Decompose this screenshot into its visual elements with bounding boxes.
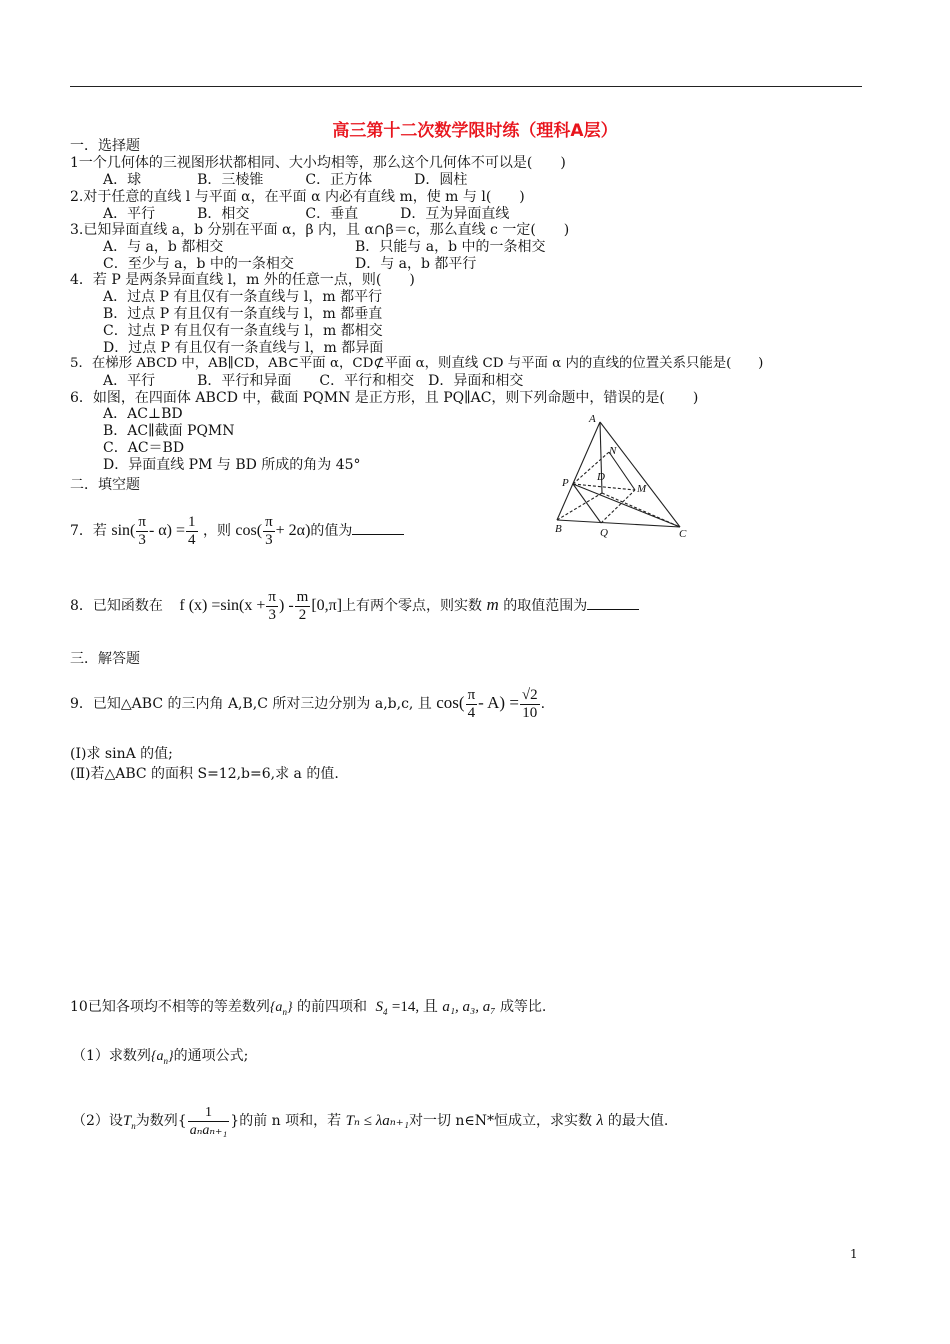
q9-part1: (Ⅰ)求 sinA 的值; [70, 746, 173, 762]
figure-label-n: N [609, 445, 617, 457]
q2-options: A．平行 B．相交 C．垂直 D．互为异面直线 [103, 206, 510, 222]
q9-frac-sqrt2-10: $\frac{√2}{10}$ [521, 686, 538, 721]
q9-frac-pi4: $\frac{\pi}{4}$ [467, 686, 476, 721]
q4-option-c: C．过点 P 有且仅有一条直线与 l，m 都相交 [103, 323, 383, 339]
q7-frac-pi3-b: $\frac{\pi}{3}$ [265, 513, 273, 548]
q7-cos: cos( [235, 522, 263, 539]
q6-option-b: B．AC∥截面 PQMN [103, 423, 235, 439]
q6-option-d: D．异面直线 PM 与 BD 所成的角为 45° [103, 457, 361, 473]
q4-option-b: B．过点 P 有且仅有一条直线与 l，m 都垂直 [103, 306, 383, 322]
q10-stem: 10已知各项均不相等的等差数列 [70, 999, 270, 1015]
figure-label-a: A [589, 413, 596, 425]
q10-tail: 成等比. [499, 999, 547, 1015]
q8-suffix: 上有两个零点，则实数 [342, 598, 483, 614]
q6-option-a: A．AC⊥BD [103, 406, 183, 422]
q8-prefix: 8．已知函数在 [70, 598, 163, 614]
header-rule [70, 86, 862, 87]
q5-options: A．平行 B．平行和异面 C．平行和相交 D．异面和相交 [103, 373, 524, 389]
q4-option-a: A．过点 P 有且仅有一条直线与 l，m 都平行 [103, 289, 383, 305]
q3-option-a: A．与 a，b 都相交 [103, 239, 224, 255]
section-heading-fill: 二．填空题 [70, 477, 140, 493]
q10-part2-lambda: λ [596, 1112, 604, 1129]
q8-m-var: m [486, 595, 499, 614]
q9-end: . [540, 696, 546, 712]
q8-suffix2: 的取值范围为 [503, 598, 588, 614]
page-number: 1 [850, 1247, 858, 1261]
q7-plus: + 2α) [275, 522, 311, 539]
q9-minus-a: - A) = [478, 693, 519, 712]
q10-part2-mid2: }的前 n 项和，若 [230, 1113, 342, 1129]
figure-label-m: M [637, 483, 647, 495]
q10-part1-suffix: 的通项公式; [173, 1048, 249, 1064]
q6-stem: 6．如图，在四面体 ABCD 中，截面 PQMN 是正方形，且 PQ∥AC，则下列命题中，错误的是( ) [70, 390, 699, 406]
q8-answer-blank[interactable] [587, 597, 639, 610]
q10-part1-prefix: （1）求数列 [72, 1048, 151, 1064]
q7-suffix: 的值为 [310, 523, 353, 539]
q8-line [70, 585, 639, 627]
q9-part2: (Ⅱ)若△ABC 的面积 S=12,b=6,求 a 的值. [70, 766, 339, 782]
q4-option-d: D．过点 P 有且仅有一条直线与 l，m 都异面 [103, 340, 384, 356]
section-heading-answer: 三．解答题 [70, 651, 140, 667]
q3-option-d: D．与 a，b 都平行 [355, 256, 477, 272]
q5-stem: 5．在梯形 ABCD 中，AB∥CD，AB⊂平面 α，CD⊄平面 α，则直线 CD 与平面 α 内的直线的位置关系只能是( ) [70, 356, 764, 371]
q10-part2-tail: 恒成立，求实数 [494, 1113, 593, 1129]
q7-prefix: 7．若 [70, 523, 107, 539]
q10-line [70, 994, 546, 1022]
q1-options: A．球 B．三棱锥 C．正方体 D．圆柱 [103, 172, 468, 188]
q8-close: ) - [278, 597, 294, 614]
q10-part2-mid: 为数列{ [135, 1113, 187, 1129]
q10-part2 [72, 1101, 668, 1143]
q7-sin: sin( [111, 522, 136, 539]
q10-part2-mid3: 对一切 n∈N* [408, 1113, 495, 1129]
figure-label-d: D [597, 471, 605, 483]
q10-part1 [72, 1043, 248, 1071]
q7-answer-blank[interactable] [352, 522, 404, 535]
q10-part1-seq: $\{a_n\}$ [150, 1049, 174, 1066]
section-heading-choice: 一．选择题 [70, 138, 140, 154]
figure-label-b: B [555, 523, 562, 535]
q10-s4-value: =14, 且 [391, 999, 438, 1015]
q9-cos: cos( [436, 693, 465, 712]
q7-minus-alpha: - α) = [148, 522, 186, 539]
q10-part2-prefix: （2）设 [72, 1113, 123, 1129]
tetrahedron-figure [545, 408, 695, 538]
figure-label-c: C [679, 528, 687, 538]
q10-part2-t: $T_n$ [122, 1113, 136, 1131]
q8-frac-m2: $\frac{m}{2}$ [296, 588, 309, 623]
q7-frac-one-four: $\frac{1}{4}$ [188, 513, 196, 548]
q1-stem: 1一个几何体的三视图形状都相同、大小均相等，那么这个几何体不可以是( ) [70, 155, 566, 171]
q9-line [70, 682, 545, 726]
figure-label-q: Q [600, 527, 608, 538]
q8-fx: f (x) =sin(x + [179, 597, 266, 614]
q3-stem: 3.已知异面直线 a，b 分别在平面 α，β 内，且 α∩β＝c，那么直线 c 一定( ) [70, 222, 570, 238]
q4-stem: 4．若 P 是两条异面直线 l，m 外的任意一点，则( ) [70, 272, 415, 288]
q10-part2-end: 的最大值. [607, 1113, 669, 1129]
q8-interval: [0,π] [311, 597, 343, 614]
q9-stem: 9．已知△ABC 的三内角 A,B,C 所对三边分别为 a,b,c, 且 [70, 696, 432, 712]
q6-option-c: C．AC＝BD [103, 440, 185, 456]
q10-mid: 的前四项和 [297, 999, 367, 1015]
page-title: 高三第十二次数学限时练（理科A层） [332, 121, 618, 141]
figure-label-p: P [562, 477, 569, 489]
q10-part2-ineq: Tₙ ≤ λaₙ₊₁ [345, 1113, 409, 1129]
q3-option-c: C．至少与 a，b 中的一条相交 [103, 256, 294, 272]
q7-mid: ，则 [202, 523, 231, 539]
q3-option-b: B．只能与 a，b 中的一条相交 [355, 239, 546, 255]
q10-s4: $S_4$ [375, 999, 388, 1017]
q7-frac-pi3-a: $\frac{\pi}{3}$ [138, 513, 146, 548]
q10-part2-frac: $\frac{1}{\text{aₙaₙ₊₁}}$ [189, 1104, 228, 1138]
q10-terms: a₁, a₃, a₇ [442, 999, 496, 1015]
q8-frac-pi3: $\frac{\pi}{3}$ [268, 588, 276, 623]
q2-stem: 2.对于任意的直线 l 与平面 α，在平面 α 内必有直线 m，使 m 与 l( ) [70, 189, 525, 205]
q10-seq: $\{a_n\}$ [269, 1000, 293, 1017]
q7-line [70, 512, 404, 552]
